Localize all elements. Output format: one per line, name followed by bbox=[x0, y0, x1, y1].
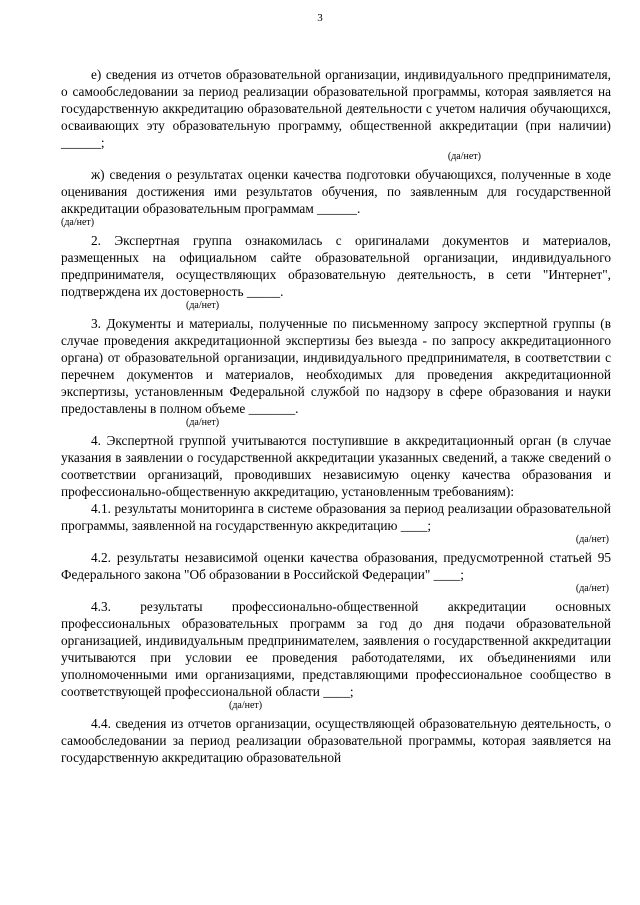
paragraph-2: 2. Экспертная группа ознакомилась с оригиналами документов и материалов, размещенных на официальном сайте образовательной организации, индивидуального предпринимателя, осуществляющих образовательную деятельность, в сети "Интернет", подтверждена их достоверность _____. bbox=[61, 233, 611, 299]
answer-note-4-2: (да/нет) bbox=[575, 583, 609, 594]
document-body bbox=[61, 66, 611, 766]
paragraph-zh: ж) сведения о результатах оценки качества подготовки обучающихся, полученные в ходе оценивания достижения ими результатов обучения, по заявленным для государственной аккредитации образовательным программам ______. bbox=[61, 167, 611, 216]
paragraph-e: е) сведения из отчетов образовательной организации, индивидуального предпринимателя, о самообследовании за период реализации образовательной программы, которая заявляется на государственную аккредитацию образовательной деятельности с учетом наличия обучающихся, осваивающих эту образовательную программу, общественной аккредитации (при наличии) ______; bbox=[61, 67, 611, 150]
paragraph-4-1: 4.1. результаты мониторинга в системе образования за период реализации образовательной программы, заявленной на государственную аккредитацию ____; bbox=[61, 501, 611, 533]
answer-note-3: (да/нет) bbox=[186, 417, 220, 428]
answer-note-4-3: (да/нет) bbox=[229, 700, 263, 711]
page-number: 3 bbox=[317, 12, 323, 24]
answer-note-2: (да/нет) bbox=[186, 300, 220, 311]
paragraph-4-4: 4.4. сведения из отчетов организации, осуществляющей образовательную деятельность, о самообследовании за период реализации образовательной программы, которая заявляется на государственную аккредитацию образовательной bbox=[61, 716, 611, 765]
paragraph-4-3: 4.3. результаты профессионально-общественной аккредитации основных профессиональных образовательных программ за год до дня подачи образовательной организацией, индивидуальным предпринимателем, заявления о государственной аккредитации учитываются при условии ее проведения работодателями, их объединениями или уполномоченными ими организациями, представляющими профессиональное сообщество в соответствующей профессиональной области ____; bbox=[61, 599, 611, 699]
answer-note-e: (да/нет) bbox=[447, 151, 481, 162]
paragraph-4-2: 4.2. результаты независимой оценки качества образования, предусмотренной статьей 95 Федерального закона "Об образовании в Российской Федерации" ____; bbox=[61, 550, 611, 582]
paragraph-3: 3. Документы и материалы, полученные по письменному запросу экспертной группы (в случае проведения аккредитационной экспертизы без выезда - по запросу аккредитационного органа) от образовательной организации, индивидуального предпринимателя, в соответствии с перечнем документов и материалов, необходимых для проведения аккредитационной экспертизы, установленным Федеральной службой по надзору в сфере образования и науки предоставлены в полном объеме _______. bbox=[61, 316, 611, 416]
answer-note-4-1: (да/нет) bbox=[575, 534, 609, 545]
paragraph-4: 4. Экспертной группой учитываются поступившие в аккредитационный орган (в случае указания в заявлении о государственной аккредитации указанных сведений, а также сведений о соответствии организаций, проводивших независимую оценку качества образования и профессионально-общественную аккредитацию, установленным требованиям): bbox=[61, 433, 611, 499]
answer-note-zh: (да/нет) bbox=[61, 217, 95, 228]
